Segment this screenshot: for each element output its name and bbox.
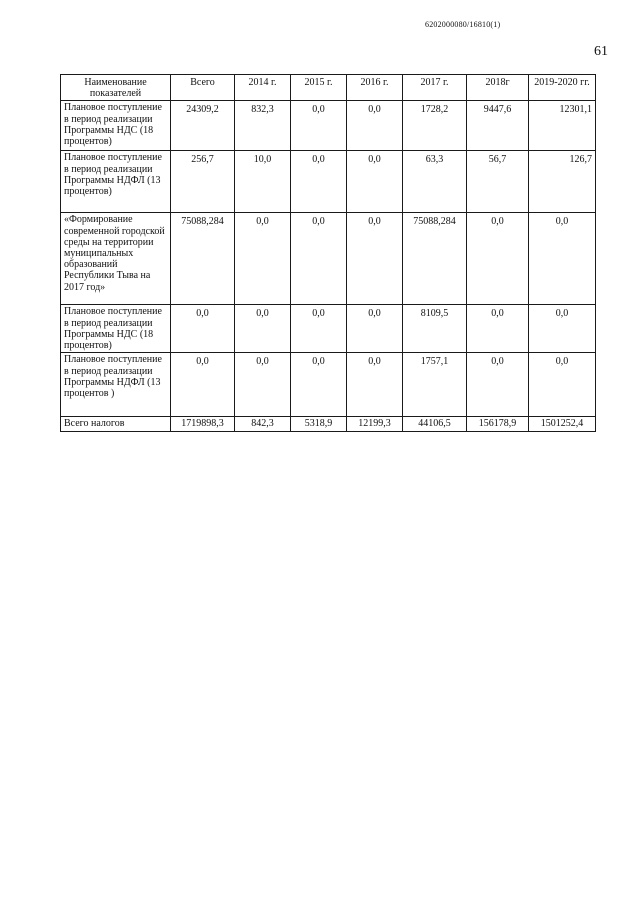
row-name: Плановое поступление в период реализации Программы НДС (18 процентов) [61,101,171,151]
column-header-2019-2020: 2019-2020 гг. [529,75,596,101]
cell-2018: 156178,9 [467,417,529,431]
cell-2016: 0,0 [347,151,403,213]
cell-2018: 0,0 [467,305,529,353]
cell-2016: 0,0 [347,305,403,353]
column-header-name: Наименование показателей [61,75,171,101]
cell-2014: 10,0 [235,151,291,213]
cell-2019-2020: 0,0 [529,213,596,305]
table-row [61,305,596,353]
cell-2014: 842,3 [235,417,291,431]
cell-2019-2020: 12301,1 [529,101,596,151]
cell-2018: 0,0 [467,213,529,305]
cell-2014: 0,0 [235,213,291,305]
cell-total: 0,0 [171,305,235,353]
cell-total: 0,0 [171,353,235,417]
cell-2018: 56,7 [467,151,529,213]
cell-2016: 12199,3 [347,417,403,431]
cell-2016: 0,0 [347,213,403,305]
cell-total: 75088,284 [171,213,235,305]
row-name: Плановое поступление в период реализации Программы НДФЛ (13 процентов) [61,151,171,213]
cell-2017: 1757,1 [403,353,467,417]
table-row [61,353,596,417]
cell-total: 24309,2 [171,101,235,151]
cell-2019-2020: 1501252,4 [529,417,596,431]
column-header-2017: 2017 г. [403,75,467,101]
cell-2019-2020: 0,0 [529,305,596,353]
cell-2017: 44106,5 [403,417,467,431]
table-row [61,101,596,151]
cell-2015: 0,0 [291,353,347,417]
column-header-2018: 2018г [467,75,529,101]
cell-2018: 0,0 [467,353,529,417]
column-header-2016: 2016 г. [347,75,403,101]
row-name: Плановое поступление в период реализации Программы НДФЛ (13 процентов ) [61,353,171,417]
cell-2017: 63,3 [403,151,467,213]
cell-2017: 1728,2 [403,101,467,151]
cell-2017: 75088,284 [403,213,467,305]
cell-2015: 0,0 [291,101,347,151]
cell-2014: 0,0 [235,353,291,417]
cell-2015: 5318,9 [291,417,347,431]
document-id: 6202000080/16810(1) [425,20,501,29]
cell-total: 256,7 [171,151,235,213]
page-number: 61 [594,44,608,59]
table-row [61,213,596,305]
row-name: Плановое поступление в период реализации Программы НДС (18 процентов) [61,305,171,353]
cell-2016: 0,0 [347,101,403,151]
column-header-2015: 2015 г. [291,75,347,101]
table-header-row [61,75,596,101]
column-header-2014: 2014 г. [235,75,291,101]
row-name: «Формирование современной городской среды на территории муниципальных образований Республики Тыва на 2017 год» [61,213,171,305]
cell-2014: 0,0 [235,305,291,353]
table-row-total [61,417,596,431]
cell-2015: 0,0 [291,151,347,213]
row-name: Всего налогов [61,417,171,431]
cell-2018: 9447,6 [467,101,529,151]
column-header-total: Всего [171,75,235,101]
cell-2017: 8109,5 [403,305,467,353]
cell-2015: 0,0 [291,213,347,305]
cell-2019-2020: 126,7 [529,151,596,213]
cell-total: 1719898,3 [171,417,235,431]
cell-2015: 0,0 [291,305,347,353]
cell-2014: 832,3 [235,101,291,151]
cell-2016: 0,0 [347,353,403,417]
cell-2019-2020: 0,0 [529,353,596,417]
table-row [61,151,596,213]
tax-revenue-table [60,74,596,432]
